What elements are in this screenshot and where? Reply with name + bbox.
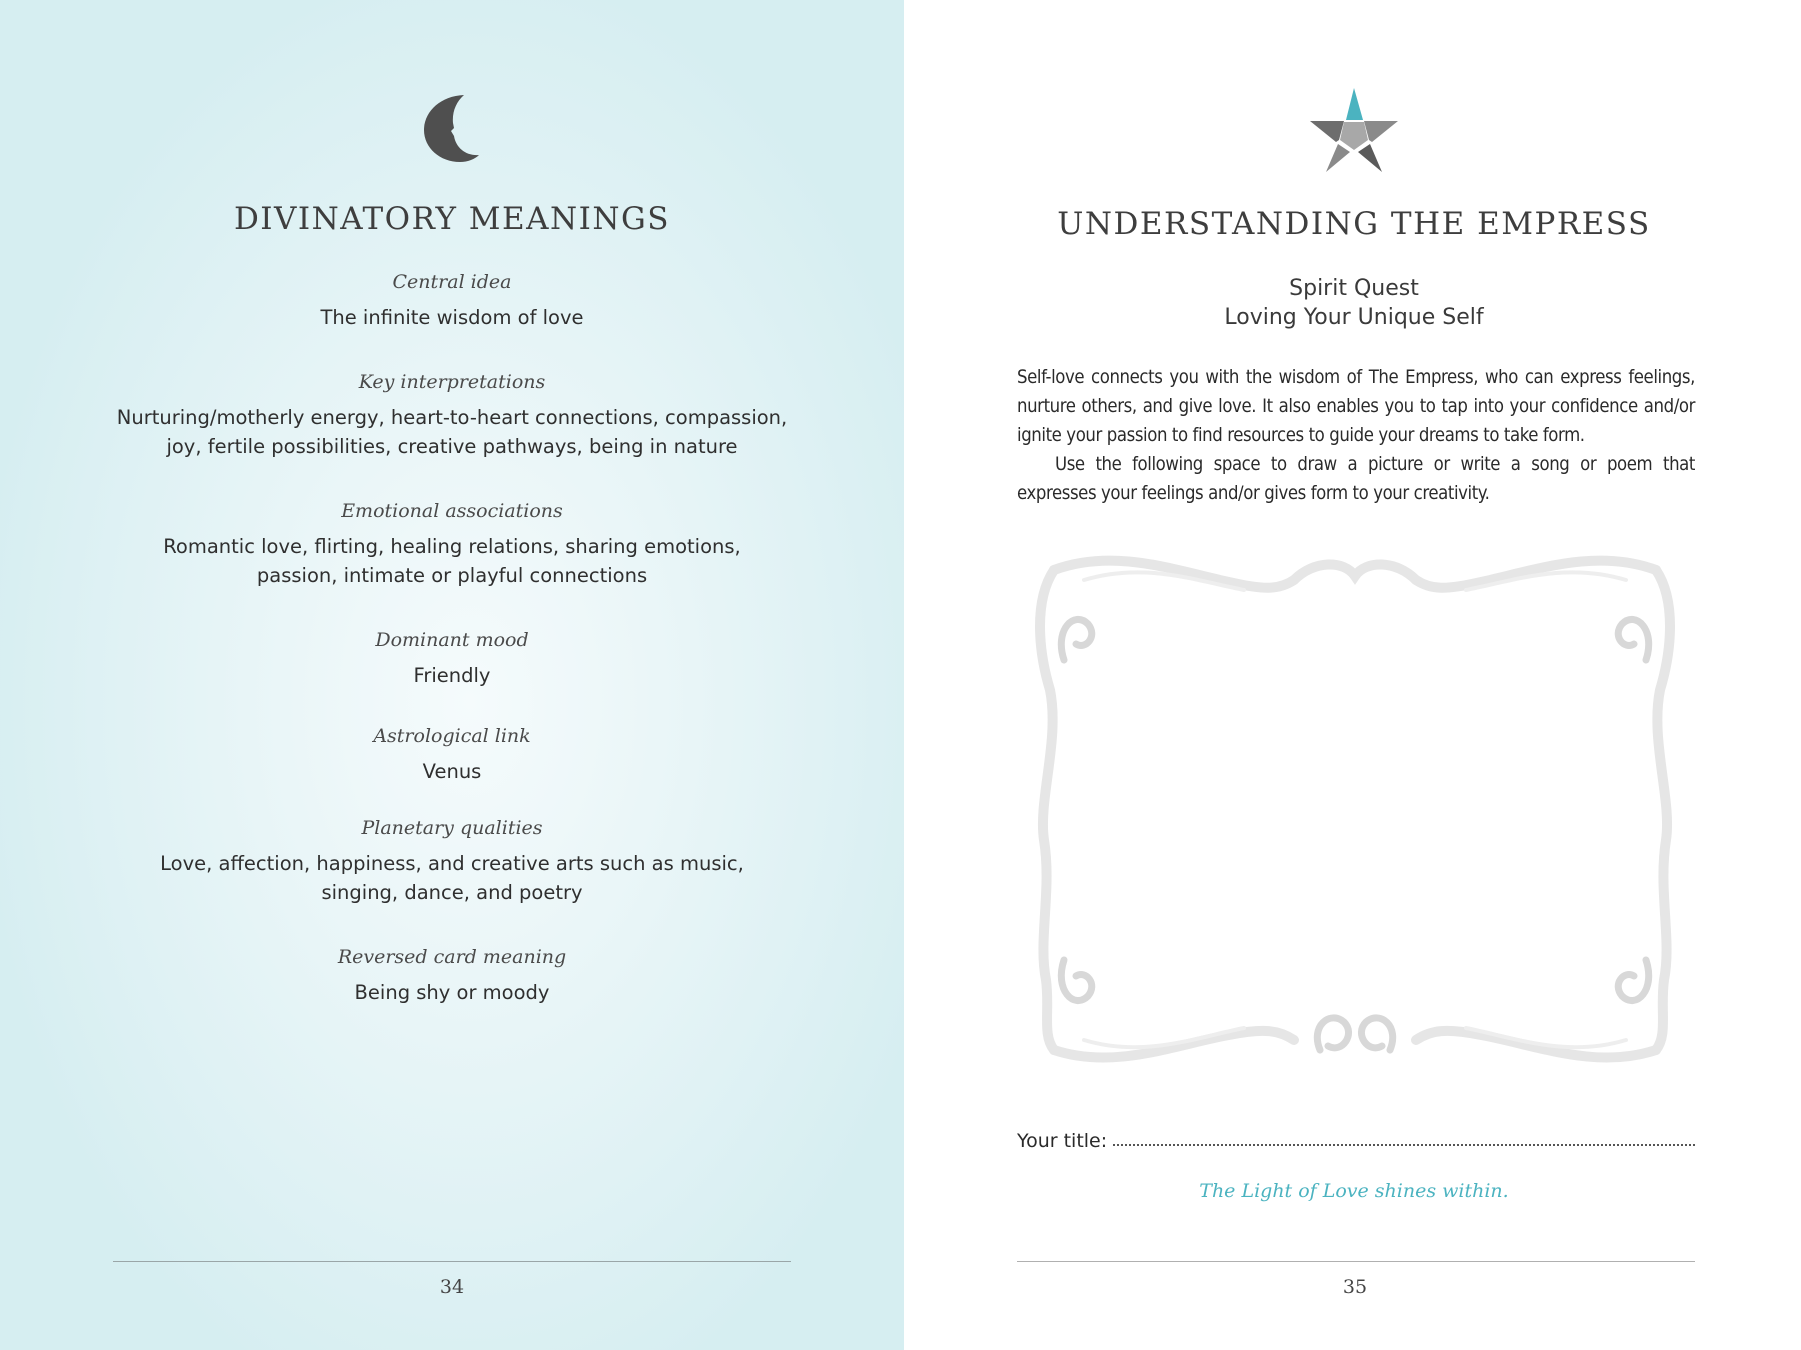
section-label: Key interpretations bbox=[358, 371, 546, 393]
meaning-section bbox=[110, 626, 794, 690]
subtitle-loving-self: Loving Your Unique Self bbox=[1224, 305, 1484, 330]
meaning-section bbox=[110, 497, 794, 590]
understanding-empress-heading: UNDERSTANDING THE EMPRESS bbox=[1057, 206, 1651, 242]
body-text bbox=[1017, 363, 1695, 508]
section-value-line: Venus bbox=[422, 760, 482, 783]
tagline: The Light of Love shines within. bbox=[1199, 1180, 1509, 1202]
section-value-line: passion, intimate or playful connections bbox=[256, 564, 648, 587]
divinatory-meanings-heading: DIVINATORY MEANINGS bbox=[233, 201, 671, 237]
section-value-line: The infinite wisdom of love bbox=[320, 306, 584, 329]
section-value-line: joy, fertile possibilities, creative pathways, being in nature bbox=[166, 435, 738, 458]
meanings-list bbox=[110, 268, 794, 1007]
meaning-section bbox=[110, 943, 794, 1007]
section-value bbox=[110, 757, 794, 786]
section-value bbox=[110, 849, 794, 907]
section-value-line: Romantic love, flirting, healing relations, sharing emotions, bbox=[163, 535, 741, 558]
section-label: Emotional associations bbox=[341, 500, 563, 522]
footer-rule bbox=[113, 1261, 791, 1262]
your-title-line bbox=[1017, 1122, 1695, 1152]
meaning-section bbox=[110, 368, 794, 461]
section-label: Dominant mood bbox=[375, 629, 529, 651]
section-value-line: Friendly bbox=[413, 664, 491, 687]
page-number: 35 bbox=[1342, 1276, 1368, 1298]
title-prompt-label: Your title: bbox=[1017, 1130, 1108, 1152]
section-value-line: Love, affection, happiness, and creative arts such as music, bbox=[160, 852, 744, 875]
meaning-section bbox=[110, 722, 794, 786]
crescent-moon-icon bbox=[420, 92, 480, 164]
section-value-line: singing, dance, and poetry bbox=[321, 881, 583, 904]
section-value-line: Nurturing/motherly energy, heart-to-heart connections, compassion, bbox=[116, 406, 788, 429]
section-label: Central idea bbox=[392, 271, 512, 293]
footer-rule bbox=[1017, 1261, 1695, 1262]
section-value bbox=[110, 403, 794, 461]
paragraph: Use the following space to draw a picture or write a song or poem that expresses your feelings and/or gives form to your creativity. bbox=[1017, 454, 1695, 504]
dotted-fill-line bbox=[1113, 1143, 1695, 1146]
section-label: Planetary qualities bbox=[361, 817, 543, 839]
section-value bbox=[110, 661, 794, 690]
paragraph: Self-love connects you with the wisdom of The Empress, who can express feelings, nurture others, and give love. It also enables you to tap into your confidence and/or ignite your passion to find resources to guide your dreams to take form. bbox=[1017, 367, 1695, 446]
meaning-section bbox=[110, 268, 794, 332]
subtitle-spirit-quest: Spirit Quest bbox=[1289, 276, 1419, 301]
page-number: 34 bbox=[439, 1276, 465, 1298]
section-value bbox=[110, 532, 794, 590]
section-value-line: Being shy or moody bbox=[354, 981, 550, 1004]
section-value bbox=[110, 303, 794, 332]
section-label: Astrological link bbox=[373, 725, 531, 747]
meaning-section bbox=[110, 814, 794, 907]
section-value bbox=[110, 978, 794, 1007]
ornamental-frame bbox=[1024, 540, 1686, 1080]
section-label: Reversed card meaning bbox=[337, 946, 567, 968]
star-icon bbox=[1308, 86, 1400, 174]
